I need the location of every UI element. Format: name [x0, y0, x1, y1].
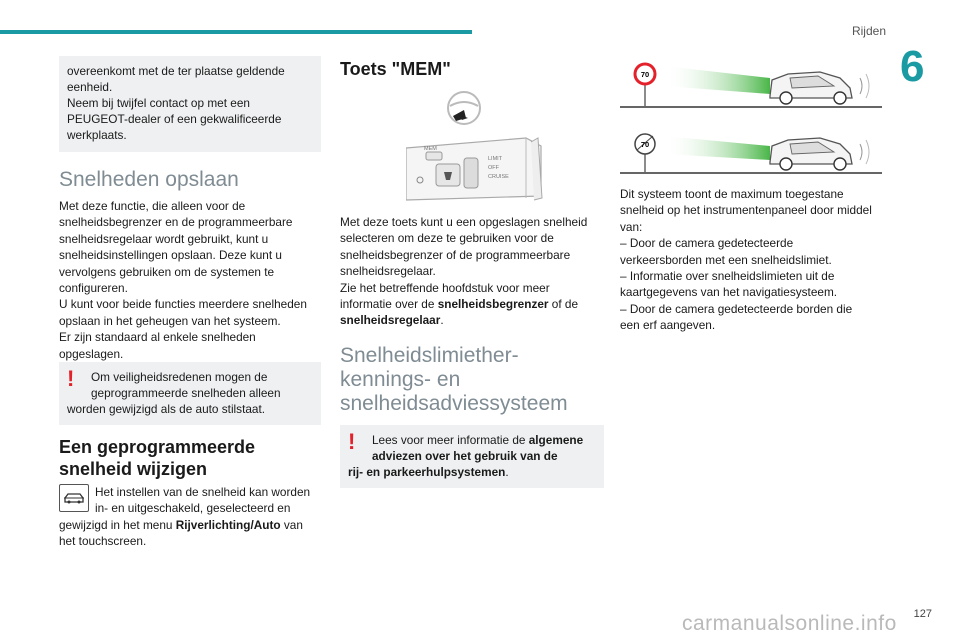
- paragraph-line: U kunt voor beide functies meerdere snelheden: [59, 297, 307, 312]
- paragraph-mem: [340, 214, 604, 329]
- touchscreen-paragraph: [59, 484, 321, 550]
- off-label: OFF: [488, 165, 499, 171]
- warning-line: Om veiligheidsredenen mogen de: [91, 370, 268, 384]
- text-run: van: [280, 517, 303, 532]
- paragraph-line: verkeersborden met een snelheidslimiet.: [620, 252, 832, 267]
- paragraph-line: – Door de camera gedetecteerde: [620, 236, 794, 251]
- cruise-label: CRUISE: [488, 174, 509, 180]
- speed-sign-detection-illustration: [620, 56, 882, 110]
- paragraph-line: Er zijn standaard al enkele snelheden: [59, 330, 256, 345]
- section-name: Rijden: [851, 24, 886, 38]
- warning-line: [348, 448, 596, 464]
- paragraph-line: Met deze toets kunt u een opgeslagen snelheid: [340, 215, 588, 229]
- paragraph-line: snelheidsregelaar wordt gebruikt, kunt u: [59, 231, 269, 246]
- paragraph-line: Het instellen van de snelheid kan worden: [95, 485, 311, 499]
- page-number: 127: [913, 608, 932, 620]
- note-line: overeenkomt met de ter plaatse geldende: [67, 64, 285, 78]
- bold-term: snelheidsregelaar: [340, 313, 441, 328]
- paragraph-line: Dit systeem toont de maximum toegestane: [620, 187, 844, 201]
- chapter-number: 6: [900, 42, 925, 91]
- mem-label: MEM: [424, 146, 437, 152]
- paragraph-line: opgeslagen.: [59, 346, 124, 361]
- heading-line: snelheid wijzigen: [59, 459, 208, 479]
- bold-term: rij- en parkeerhulpsystemen: [348, 465, 506, 479]
- text-run: .: [505, 465, 509, 479]
- note-box: [59, 56, 321, 152]
- paragraph-line: – Door de camera gedetecteerde borden die: [620, 301, 853, 316]
- warning-box-safety: [59, 362, 321, 425]
- warning-line: [348, 464, 596, 480]
- heading-toets-mem: Toets "MEM": [340, 59, 451, 79]
- bold-term: adviezen over het gebruik van de: [372, 449, 558, 463]
- heading-snelheid-wijzigen: [59, 436, 321, 480]
- speed-sign-detection-illustration-2: [620, 122, 882, 176]
- warning-line: [348, 432, 596, 448]
- warning-icon: !: [67, 366, 75, 391]
- finger-pointer-icon: [453, 110, 466, 121]
- note-line: werkplaats.: [67, 128, 127, 142]
- text-run: of de: [548, 297, 579, 312]
- note-line: PEUGEOT-dealer of een gekwalificeerde: [67, 112, 282, 126]
- paragraph-line: [59, 517, 321, 533]
- paragraph-line: van:: [620, 219, 643, 234]
- note-line: Neem bij twijfel contact op met een: [67, 96, 250, 110]
- paragraph-line: Met deze functie, die alleen voor de: [59, 199, 246, 213]
- paragraph-line: [340, 312, 604, 328]
- text-run: gewijzigd in het menu: [59, 517, 176, 532]
- paragraph-line: snelheid op het instrumentenpaneel door middel: [620, 203, 872, 218]
- paragraph-line: het touchscreen.: [59, 534, 147, 549]
- paragraph-line: opslaan in het geheugen van het systeem.: [59, 313, 281, 328]
- paragraph-line: snelheidsbegrenzer en de programmeerbare: [59, 215, 293, 230]
- watermark: carmanualsonline.info: [682, 612, 897, 635]
- warning-line: worden gewijzigd als de auto stilstaat.: [67, 402, 266, 416]
- warning-icon: !: [348, 429, 356, 454]
- warning-box-info: [340, 425, 604, 488]
- note-line: eenheid.: [67, 80, 113, 94]
- paragraph-line: kaartgegevens van het navigatiesysteem.: [620, 285, 838, 300]
- paragraph-line: selecteren om deze te gebruiken voor de: [340, 231, 554, 246]
- text-run: .: [440, 313, 444, 328]
- text-run: informatie over de: [340, 297, 438, 312]
- paragraph-snelheden-opslaan: [59, 198, 321, 362]
- paragraph-line: [340, 296, 604, 312]
- heading-line: Snelheidslimiether-: [340, 344, 519, 367]
- paragraph-line: snelheidsbegrenzer of de programmeerbare: [340, 247, 571, 262]
- limit-label: LIMIT: [488, 156, 503, 162]
- touchscreen-icon: [59, 484, 89, 512]
- top-accent-bar: [0, 30, 472, 34]
- paragraph-line: – Informatie over snelheidslimieten uit de: [620, 269, 835, 284]
- paragraph-line: snelheidsinstellingen opslaan. Deze kunt u: [59, 248, 282, 263]
- menu-name: Rijverlichting/Auto: [175, 517, 281, 532]
- paragraph-system: [620, 186, 882, 334]
- speed-sign-value: 70: [640, 70, 650, 79]
- cruise-control-stalk-illustration: [406, 88, 586, 208]
- car-icon: [60, 485, 88, 511]
- speed-sign-value: 70: [640, 140, 650, 149]
- heading-snelheden-opslaan: Snelheden opslaan: [59, 168, 239, 191]
- paragraph-line: configureren.: [59, 281, 128, 296]
- bold-term: algemene: [528, 433, 584, 447]
- heading-snelheidslimietherkenning: [340, 344, 604, 416]
- paragraph-line: in- en uitgeschakeld, geselecteerd en: [95, 501, 291, 516]
- paragraph-line: snelheidsregelaar.: [340, 264, 436, 279]
- text-run: Lees voor meer informatie de: [372, 433, 529, 447]
- warning-line: geprogrammeerde snelheden alleen: [91, 386, 281, 400]
- bold-term: snelheidsbegrenzer: [437, 297, 549, 312]
- heading-line: snelheidsadviessysteem: [340, 392, 568, 415]
- paragraph-line: een erf aangeven.: [620, 318, 716, 333]
- heading-line: Een geprogrammeerde: [59, 437, 256, 457]
- paragraph-line: Zie het betreffende hoofdstuk voor meer: [340, 280, 550, 295]
- paragraph-line: vervolgens gebruiken om de systemen te: [59, 264, 275, 279]
- heading-line: kennings- en: [340, 368, 461, 391]
